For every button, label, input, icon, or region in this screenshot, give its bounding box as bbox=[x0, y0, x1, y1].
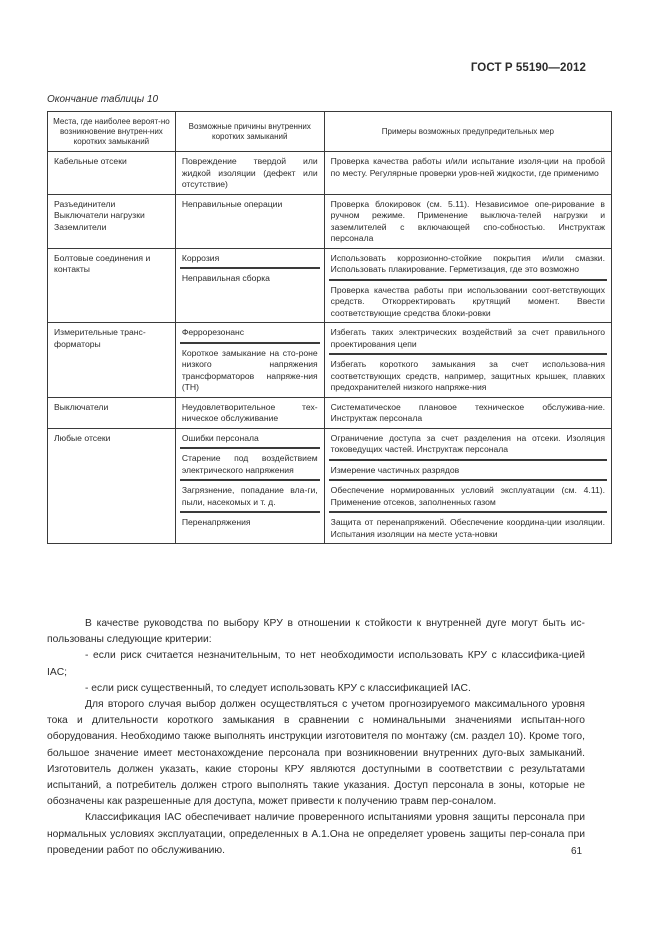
cause-cell bbox=[175, 248, 324, 323]
measure-cell bbox=[324, 397, 611, 428]
measure-block bbox=[329, 354, 607, 397]
table-row bbox=[48, 397, 612, 428]
measure-block bbox=[329, 152, 607, 182]
measure-block bbox=[329, 480, 607, 512]
measure-text: Ограничение доступа за счет разделения на отсеки. Изоляция токоведущих частей. Инструктаж персонала bbox=[330, 432, 605, 454]
measure-cell bbox=[324, 152, 611, 195]
place-text: Выключатели bbox=[54, 401, 109, 412]
cause-text: Ошибки персонала bbox=[181, 432, 259, 443]
cause-text: Загрязнение, попадание вла-ги, пыли, насекомых и т. д. bbox=[181, 485, 318, 507]
table-row bbox=[48, 152, 612, 195]
measure-text: Обеспечение нормированных условий эксплуатации (см. 4.11). Применение отсеков, заполненных газом bbox=[330, 485, 605, 507]
cause-cell bbox=[175, 397, 324, 428]
measure-text: Проверка качества работы при использовании соот-ветствующих средств. Откорректировать крутящий момент. Ввести соответствующие средства блоки-ровки bbox=[330, 284, 605, 318]
measure-text: Избегать короткого замыкания за счет использова-ния соответствующих средств, например, защитных крышек, плавких предохранителей низкого напряже-ния bbox=[330, 359, 605, 392]
measure-block bbox=[329, 460, 607, 481]
measure-block bbox=[329, 398, 607, 428]
table-header-row bbox=[48, 112, 612, 152]
measure-block bbox=[329, 195, 607, 248]
cause-text: Неудовлетворительное тех-ническое обслуживание bbox=[181, 401, 318, 423]
cause-text: Феррорезонанс bbox=[181, 327, 245, 337]
measure-cell bbox=[324, 248, 611, 323]
cause-cell bbox=[175, 428, 324, 544]
paragraph: В качестве руководства по выбору КРУ в отношении к стойкости к внутренней дуге могут быть ис-пользованы следующие критерии: bbox=[47, 618, 585, 646]
cause-cell bbox=[175, 152, 324, 195]
measure-text: Систематическое плановое техническое обслужива-ние. Инструктаж персонала bbox=[330, 401, 605, 423]
cause-text: Старение под воздействием электрического напряжения bbox=[181, 453, 318, 475]
cause-text: Короткое замыкание на сто-роне низкого напряжения трансформаторов напряже-ния (ТН) bbox=[181, 347, 318, 392]
cause-block bbox=[180, 323, 320, 343]
standard-header: ГОСТ Р 55190—2012 bbox=[470, 62, 586, 74]
cause-block bbox=[180, 429, 320, 449]
table-caption: Окончание таблицы 10 bbox=[47, 94, 159, 105]
paragraph: Классификация IAC обеспечивает наличие проверенного испытаниями уровня защиты персонала при нормальных условиях эксплуатации, определенных в А.1.Она не определяет уровень защиты пер-сонала при проведении работ по обслуживанию. bbox=[47, 812, 585, 856]
measure-text: Проверка качества работы и/или испытание изоля-ции на пробой по месту. Регулярные проверки уров-ней жидкости, где применимо bbox=[330, 156, 605, 178]
header-cause: Возможные причины внутренних коротких замыканий bbox=[175, 112, 324, 152]
cause-block bbox=[180, 512, 320, 532]
place-cell bbox=[48, 397, 176, 428]
measure-text: Защита от перенапряжений. Обеспечение координа-ции изоляции. Испытания изоляции на месте уста-новки bbox=[330, 517, 605, 539]
table-row bbox=[48, 428, 612, 544]
measure-block bbox=[329, 249, 607, 280]
measure-text: Использовать коррозионно-стойкие покрытия и/или смазки. Использовать плакирование. Герметизация, где это возможно bbox=[330, 252, 605, 274]
measure-block bbox=[329, 280, 607, 323]
header-measure: Примеры возможных предупредительных мер bbox=[324, 112, 611, 152]
table-row bbox=[48, 248, 612, 323]
place-cell bbox=[48, 152, 176, 195]
measure-block bbox=[329, 323, 607, 354]
place-text: Болтовые соединения и контакты bbox=[54, 252, 151, 274]
cause-text: Коррозия bbox=[181, 252, 220, 263]
cause-text: Неправильная сборка bbox=[181, 273, 270, 283]
cause-block bbox=[180, 480, 320, 512]
cause-block bbox=[180, 398, 320, 428]
paragraph: - если риск считается незначительным, то нет необходимости использовать КРУ с классифика-цией IAC; bbox=[47, 650, 585, 678]
measure-cell bbox=[324, 323, 611, 398]
table-body bbox=[48, 152, 612, 544]
cause-block bbox=[180, 195, 320, 214]
cause-block bbox=[180, 152, 320, 194]
header-place: Места, где наиболее вероят-но возникновение внутрен-них коротких замыканий bbox=[48, 112, 176, 152]
place-cell bbox=[48, 194, 176, 248]
place-text: Разъединители Выключатели нагрузки Заземлители bbox=[54, 198, 145, 232]
body-text bbox=[47, 616, 585, 859]
paragraph: - если риск существенный, то следует использовать КРУ с классификацией IAC. bbox=[85, 682, 471, 694]
place-text: Измерительные транс-форматоры bbox=[54, 327, 146, 349]
place-text: Кабельные отсеки bbox=[54, 156, 127, 166]
table-row bbox=[48, 323, 612, 398]
cause-cell bbox=[175, 323, 324, 398]
paragraph: Для второго случая выбор должен осуществляться с учетом прогнозируемого максимального уровня тока и длительности короткого замыкания в сравнении с номинальными значениями испытан-ного оборудования. Необходимо также выполнять инструкции изготовителя по монтажу (см. раздел 10). Кроме того, большое значение имеет местонахождение персонала при возникновении внутренних дуго-вых замыканий. Изготовитель должен указать, какие стороны КРУ являются доступными в соответствии с результатами испытаний, а потребитель должен строго выполнять такие указания. Доступ персонала в зоны, которые не обозначены как разрешенные для доступа, может привести к получению травм пер-соналом. bbox=[47, 699, 585, 808]
cause-text: Неправильные операции bbox=[181, 198, 283, 209]
cause-block bbox=[180, 268, 320, 288]
cause-block bbox=[180, 343, 320, 397]
measure-cell bbox=[324, 428, 611, 544]
cause-block bbox=[180, 448, 320, 480]
measure-text: Измерение частичных разрядов bbox=[330, 464, 460, 475]
measures-table bbox=[47, 111, 612, 544]
cause-cell bbox=[175, 194, 324, 248]
cause-text: Перенапряжения bbox=[181, 517, 251, 527]
page-number: 61 bbox=[571, 846, 583, 857]
cause-block bbox=[180, 249, 320, 269]
table-row bbox=[48, 194, 612, 248]
place-text: Любые отсеки bbox=[54, 432, 111, 443]
measure-cell bbox=[324, 194, 611, 248]
place-cell bbox=[48, 248, 176, 323]
measure-block bbox=[329, 512, 607, 543]
measure-text: Проверка блокировок (см. 5.11). Независимое опе-рирование в ручном режиме. Применение выключа-телей нагрузки и заземлителей с включающей спо-собностью. Инструктаж персонала bbox=[330, 198, 605, 243]
place-cell bbox=[48, 323, 176, 398]
measure-text: Избегать таких электрических воздействий за счет правильного проектирования цепи bbox=[330, 327, 605, 349]
measure-block bbox=[329, 429, 607, 460]
place-cell bbox=[48, 428, 176, 544]
cause-text: Повреждение твердой или жидкой изоляции (дефект или отсутствие) bbox=[181, 156, 318, 189]
